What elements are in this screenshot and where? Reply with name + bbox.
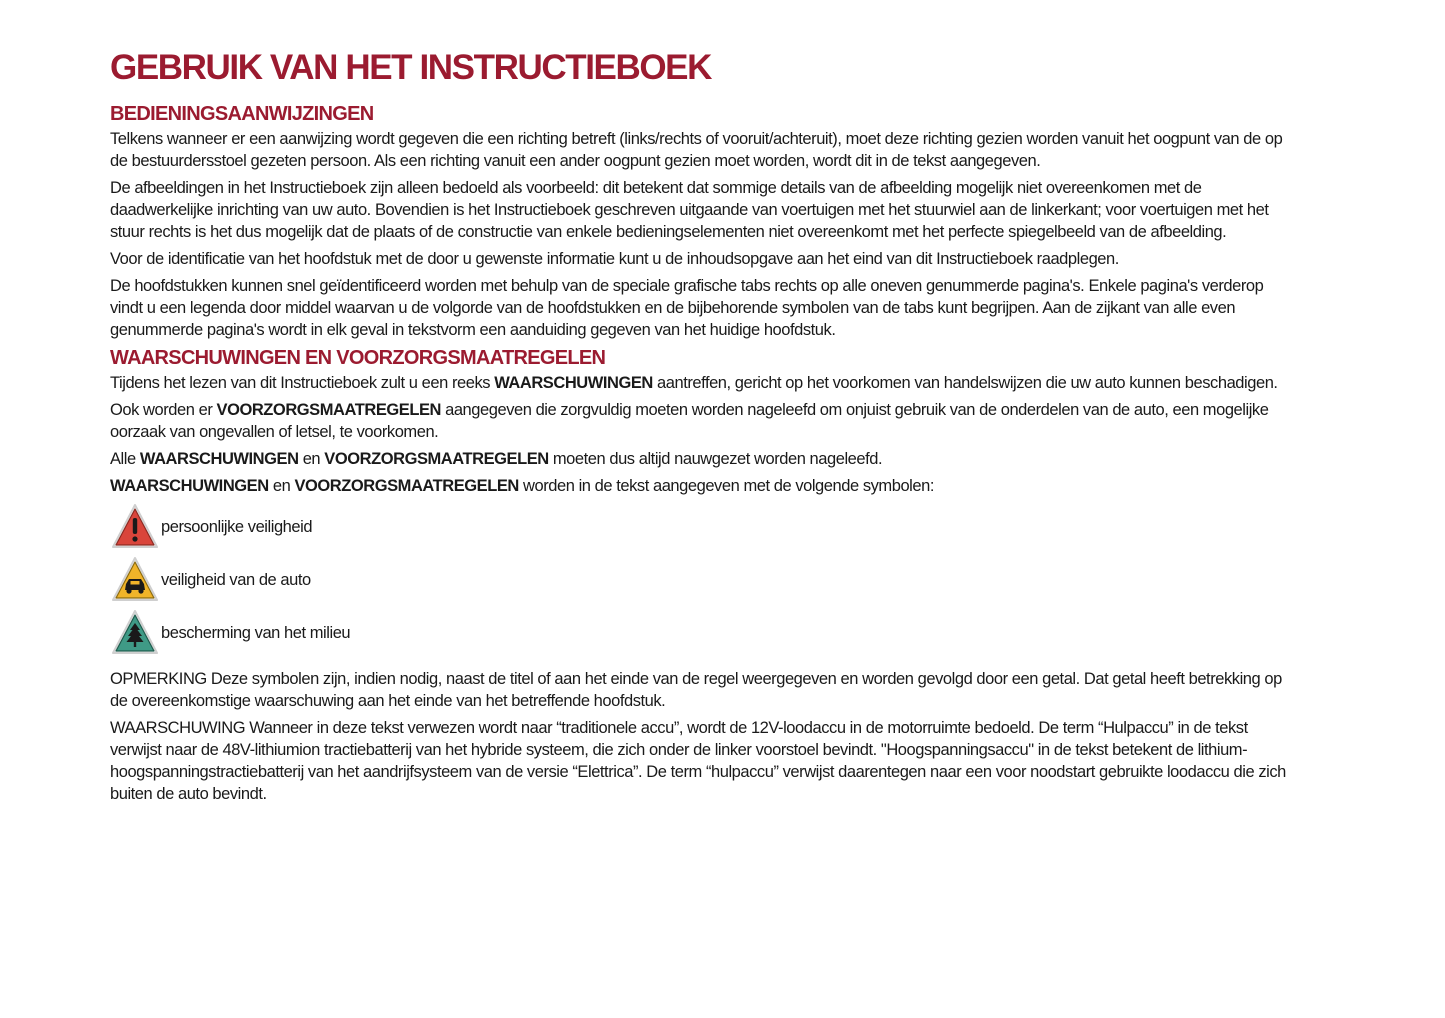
paragraph: Telkens wanneer er een aanwijzing wordt gegeven die een richting betreft (links/rechts of vooruit/achteruit), moet deze richting gezien worden vanuit het oogpunt van de op de bestuurdersstoel gezeten persoon. Als een richting vanuit een ander oogpunt gezien moet worden, wordt dit in de tekst aangegeven. [110,130,1283,170]
symbol-label: persoonlijke veiligheid [161,517,313,536]
section-heading-bedieningsaanwijzingen: BEDIENINGSAANWIJZINGEN [110,103,374,125]
note-paragraph: OPMERKING Deze symbolen zijn, indien nodig, naast de titel of aan het einde van de regel weergegeven en worden gevolgd door een getal. Dat getal heeft betrekking op de overeenkomstige waarschuwing aan het einde van het betreffende hoofdstuk. [110,670,1282,710]
paragraph [110,448,1295,470]
symbol-row-personal-safety [110,502,1295,552]
paragraph [110,372,1295,394]
warning-exclamation-icon [110,502,160,552]
bold-term: VOORZORGSMAATREGELEN [294,477,519,495]
paragraph [110,399,1295,443]
text: en [268,477,295,495]
symbol-row-environment [110,608,1295,658]
paragraph: De hoofdstukken kunnen snel geïdentificeerd worden met behulp van de speciale grafische tabs rechts op alle oneven genummerde pagina's. Enkele pagina's verderop vindt u een legenda door middel waarvan u de volgorde van de hoofdstukken en de bijbehorende symbolen van de tabs kunt begrijpen. Aan de zijkant van alle even genummerde pagina's wordt in elk geval in tekstvorm een aanduiding gegeven van het huidige hoofdstuk. [110,277,1264,339]
text: Alle [110,450,140,468]
paragraph: De afbeeldingen in het Instructieboek zijn alleen bedoeld als voorbeeld: dit betekent dat sommige details van de afbeelding mogelijk niet overeenkomen met de daadwerkelijke inrichting van uw auto. Bovendien is het Instructieboek geschreven uitgaande van voertuigen met het stuurwiel aan de linkerkant; voor voertuigen met het stuur rechts is het dus mogelijk dat de plaats of de constructie van enkele bedieningselementen niet overeenkomt met het perfecte spiegelbeeld van de afbeelding. [110,179,1269,241]
bold-term: VOORZORGSMAATREGELEN [216,401,441,419]
text: aantreffen, gericht op het voorkomen van handelswijzen die uw auto kunnen beschadigen. [652,374,1278,392]
document-body [110,48,1295,810]
symbol-label: bescherming van het milieu [161,623,351,642]
warning-paragraph: WAARSCHUWING Wanneer in deze tekst verwezen wordt naar “traditionele accu”, wordt de 12V-loodaccu in de motorruimte bedoeld. De term “Hulpaccu” in de tekst verwijst naar de 48V-lithiumion tractiebatterij van het hybride systeem, die zich onder de linker voorstoel bevindt. "Hoogspanningsaccu" in de tekst betekent de lithium-hoogspanningstractiebatterij van het aandrijfsysteem van de versie “Elettrica”. De term “hulpaccu” verwijst daarentegen naar een voor noodstart gebruikte loodaccu die zich buiten de auto bevindt. [110,719,1286,803]
text: aangegeven die zorgvuldig moeten worden nageleefd om onjuist gebruik van de onderdelen van de auto, een mogelijke oorzaak van ongevallen of letsel, te voorkomen. [110,401,1269,441]
bold-term: WAARSCHUWINGEN [494,374,653,392]
text: en [298,450,325,468]
symbol-label: veiligheid van de auto [161,570,311,589]
symbol-legend [110,502,1295,658]
text: moeten dus altijd nauwgezet worden nageleefd. [548,450,883,468]
bold-term: WAARSCHUWINGEN [110,477,269,495]
bold-term: VOORZORGSMAATREGELEN [324,450,549,468]
section-heading-waarschuwingen: WAARSCHUWINGEN EN VOORZORGSMAATREGELEN [110,347,606,369]
paragraph: Voor de identificatie van het hoofdstuk met de door u gewenste informatie kunt u de inhoudsopgave aan het eind van dit Instructieboek raadplegen. [110,250,1119,268]
text: Ook worden er [110,401,217,419]
symbol-row-vehicle-safety [110,555,1295,605]
page-title: GEBRUIK VAN HET INSTRUCTIEBOEK [110,48,711,87]
text: Tijdens het lezen van dit Instructieboek zult u een reeks [110,374,495,392]
warning-car-icon [110,555,160,605]
warning-tree-icon [110,608,160,658]
paragraph [110,475,1295,497]
bold-term: WAARSCHUWINGEN [139,450,299,468]
text: worden in de tekst aangegeven met de volgende symbolen: [518,477,934,495]
